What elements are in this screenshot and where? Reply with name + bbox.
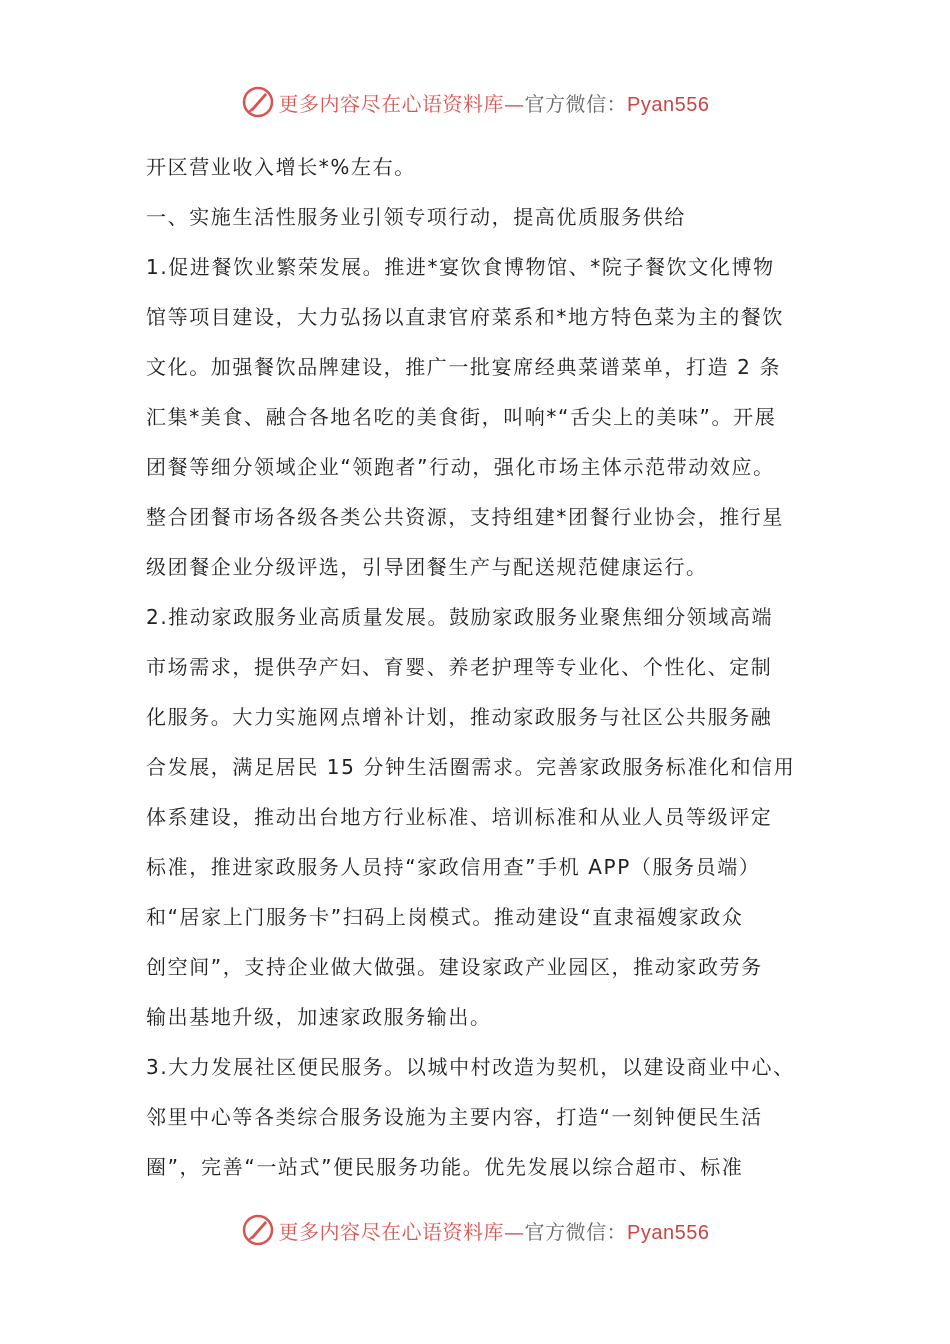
quill-logo-icon — [241, 1213, 275, 1247]
header-brand: 更多内容尽在心语资料库 — [278, 91, 505, 116]
body-line: 圈”，完善“一站式”便民服务功能。优先发展以综合超市、标准 — [146, 1155, 744, 1179]
header-banner — [0, 82, 950, 122]
header-label: 官方微信： — [524, 91, 628, 116]
body-line: 标准，推进家政服务人员持“家政信用查”手机 APP（服务员端） — [146, 855, 761, 879]
footer-brand: 更多内容尽在心语资料库 — [278, 1219, 505, 1244]
body-line: 整合团餐市场各级各类公共资源，支持组建*团餐行业协会，推行星 — [146, 505, 784, 529]
body-line: 1.促进餐饮业繁荣发展。推进*宴饮食博物馆、*院子餐饮文化博物 — [146, 255, 775, 279]
body-line: 体系建设，推动出台地方行业标准、培训标准和从业人员等级评定 — [146, 805, 773, 829]
quill-logo-icon — [241, 85, 275, 119]
body-line: 合发展，满足居民 15 分钟生活圈需求。完善家政服务标准化和信用 — [146, 755, 796, 779]
body-line: 团餐等细分领域企业“领跑者”行动，强化市场主体示范带动效应。 — [146, 455, 775, 479]
footer-dash: — — [504, 1219, 525, 1244]
header-wechat-id: Pyan556 — [627, 93, 710, 116]
footer-wechat-id: Pyan556 — [627, 1221, 710, 1244]
body-line: 文化。加强餐饮品牌建设，推广一批宴席经典菜谱菜单，打造 2 条 — [146, 355, 782, 379]
document-body — [146, 142, 836, 1192]
body-line: 市场需求，提供孕产妇、育婴、养老护理等专业化、个性化、定制 — [146, 655, 773, 679]
body-line: 化服务。大力实施网点增补计划，推动家政服务与社区公共服务融 — [146, 705, 773, 729]
section-heading: 一、实施生活性服务业引领专项行动，提高优质服务供给 — [146, 205, 686, 229]
body-line: 输出基地升级，加速家政服务输出。 — [146, 1005, 492, 1029]
body-line: 和“居家上门服务卡”扫码上岗模式。推动建设“直隶福嫂家政众 — [146, 905, 744, 929]
header-dash: — — [504, 91, 525, 116]
body-line: 2.推动家政服务业高质量发展。鼓励家政服务业聚焦细分领域高端 — [146, 605, 774, 629]
body-line: 3.大力发展社区便民服务。以城中村改造为契机，以建设商业中心、 — [146, 1055, 795, 1079]
footer-text — [279, 1216, 710, 1245]
footer-label: 官方微信： — [524, 1219, 628, 1244]
footer-banner — [0, 1210, 950, 1250]
body-line: 邻里中心等各类综合服务设施为主要内容，打造“一刻钟便民生活 — [146, 1105, 763, 1129]
body-line: 汇集*美食、融合各地名吃的美食街，叫响*“舌尖上的美味”。开展 — [146, 405, 777, 429]
body-line: 级团餐企业分级评选，引导团餐生产与配送规范健康运行。 — [146, 555, 708, 579]
body-line: 创空间”，支持企业做大做强。建设家政产业园区，推动家政劳务 — [146, 955, 763, 979]
header-text — [279, 88, 710, 117]
body-line: 开区营业收入增长*%左右。 — [146, 155, 416, 179]
body-line: 馆等项目建设，大力弘扬以直隶官府菜系和*地方特色菜为主的餐饮 — [146, 305, 784, 329]
